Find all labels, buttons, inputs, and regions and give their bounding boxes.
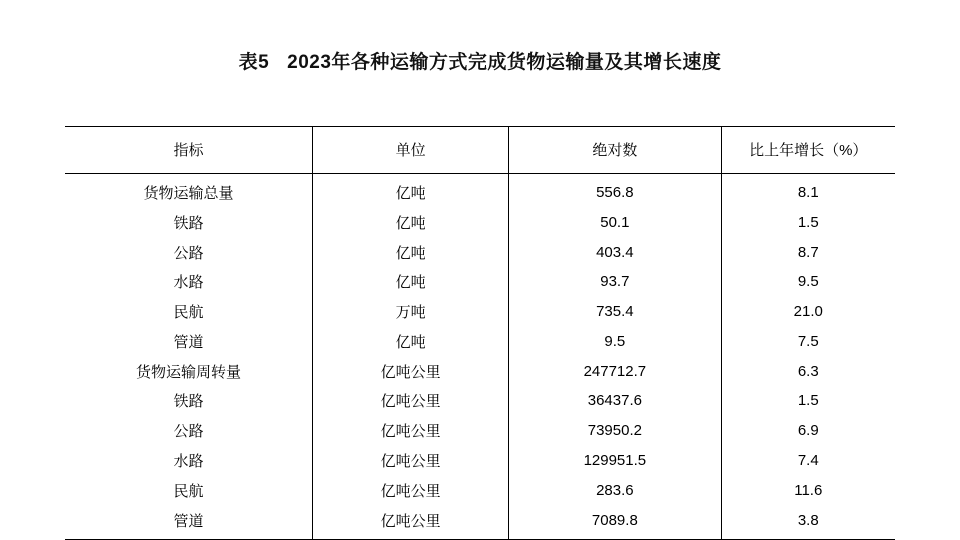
cell-growth: 8.7 [721, 237, 895, 267]
cell-indicator: 货物运输周转量 [135, 363, 241, 381]
table-row [65, 446, 895, 476]
cell-indicator: 管道 [173, 512, 204, 530]
cell-growth: 1.5 [721, 207, 895, 237]
cell-indicator: 管道 [173, 333, 204, 351]
table-container [65, 74, 895, 540]
cell-unit: 亿吨 [312, 174, 508, 208]
cell-growth: 9.5 [721, 267, 895, 297]
cell-absolute: 283.6 [509, 475, 721, 505]
header-indicator: 指标 [65, 127, 312, 174]
table-row [65, 297, 895, 327]
cell-unit: 万吨 [312, 297, 508, 327]
cell-absolute: 556.8 [509, 174, 721, 208]
cell-unit: 亿吨 [312, 237, 508, 267]
cell-absolute: 129951.5 [509, 446, 721, 476]
cell-growth: 6.9 [721, 416, 895, 446]
cell-absolute: 50.1 [509, 207, 721, 237]
cell-unit: 亿吨公里 [312, 386, 508, 416]
cell-indicator: 公路 [173, 423, 204, 441]
table-body [65, 174, 895, 539]
table-row [65, 207, 895, 237]
cell-indicator: 铁路 [173, 393, 204, 411]
cell-indicator: 水路 [173, 453, 204, 471]
table-row [65, 356, 895, 386]
table-row [65, 475, 895, 505]
cell-absolute: 93.7 [509, 267, 721, 297]
table-row [65, 505, 895, 538]
table-bottom-rule [65, 539, 895, 540]
cell-growth: 7.4 [721, 446, 895, 476]
cell-absolute: 9.5 [509, 327, 721, 357]
cell-unit: 亿吨公里 [312, 505, 508, 538]
page-title [0, 0, 960, 74]
table-number: 表5 [238, 52, 270, 73]
cell-growth: 6.3 [721, 356, 895, 386]
cell-unit: 亿吨 [312, 327, 508, 357]
cell-absolute: 735.4 [509, 297, 721, 327]
table-row [65, 267, 895, 297]
cell-indicator: 民航 [173, 482, 204, 500]
cell-indicator: 公路 [173, 244, 204, 262]
cell-indicator: 货物运输总量 [143, 185, 234, 202]
cell-absolute: 36437.6 [509, 386, 721, 416]
table-row [65, 386, 895, 416]
cell-unit: 亿吨公里 [312, 475, 508, 505]
cell-growth: 21.0 [721, 297, 895, 327]
table-header [65, 127, 895, 174]
table-row [65, 416, 895, 446]
header-unit: 单位 [312, 127, 508, 174]
cell-growth: 8.1 [721, 174, 895, 208]
cell-unit: 亿吨公里 [312, 446, 508, 476]
statistics-table [65, 126, 895, 539]
cell-absolute: 73950.2 [509, 416, 721, 446]
table-title-text: 2023年各种运输方式完成货物运输量及其增长速度 [287, 52, 722, 73]
cell-growth: 1.5 [721, 386, 895, 416]
header-growth: 比上年增长（%） [721, 127, 895, 174]
cell-indicator: 民航 [173, 304, 204, 322]
table-row [65, 174, 895, 208]
cell-absolute: 7089.8 [509, 505, 721, 538]
cell-unit: 亿吨公里 [312, 356, 508, 386]
cell-unit: 亿吨公里 [312, 416, 508, 446]
cell-indicator: 铁路 [173, 214, 204, 232]
cell-unit: 亿吨 [312, 267, 508, 297]
cell-unit: 亿吨 [312, 207, 508, 237]
cell-growth: 7.5 [721, 327, 895, 357]
cell-absolute: 403.4 [509, 237, 721, 267]
header-absolute: 绝对数 [509, 127, 721, 174]
table-row [65, 237, 895, 267]
cell-growth: 11.6 [721, 475, 895, 505]
table-row [65, 327, 895, 357]
cell-growth: 3.8 [721, 505, 895, 538]
cell-indicator: 水路 [173, 274, 204, 292]
cell-absolute: 247712.7 [509, 356, 721, 386]
table-header-row [65, 127, 895, 174]
